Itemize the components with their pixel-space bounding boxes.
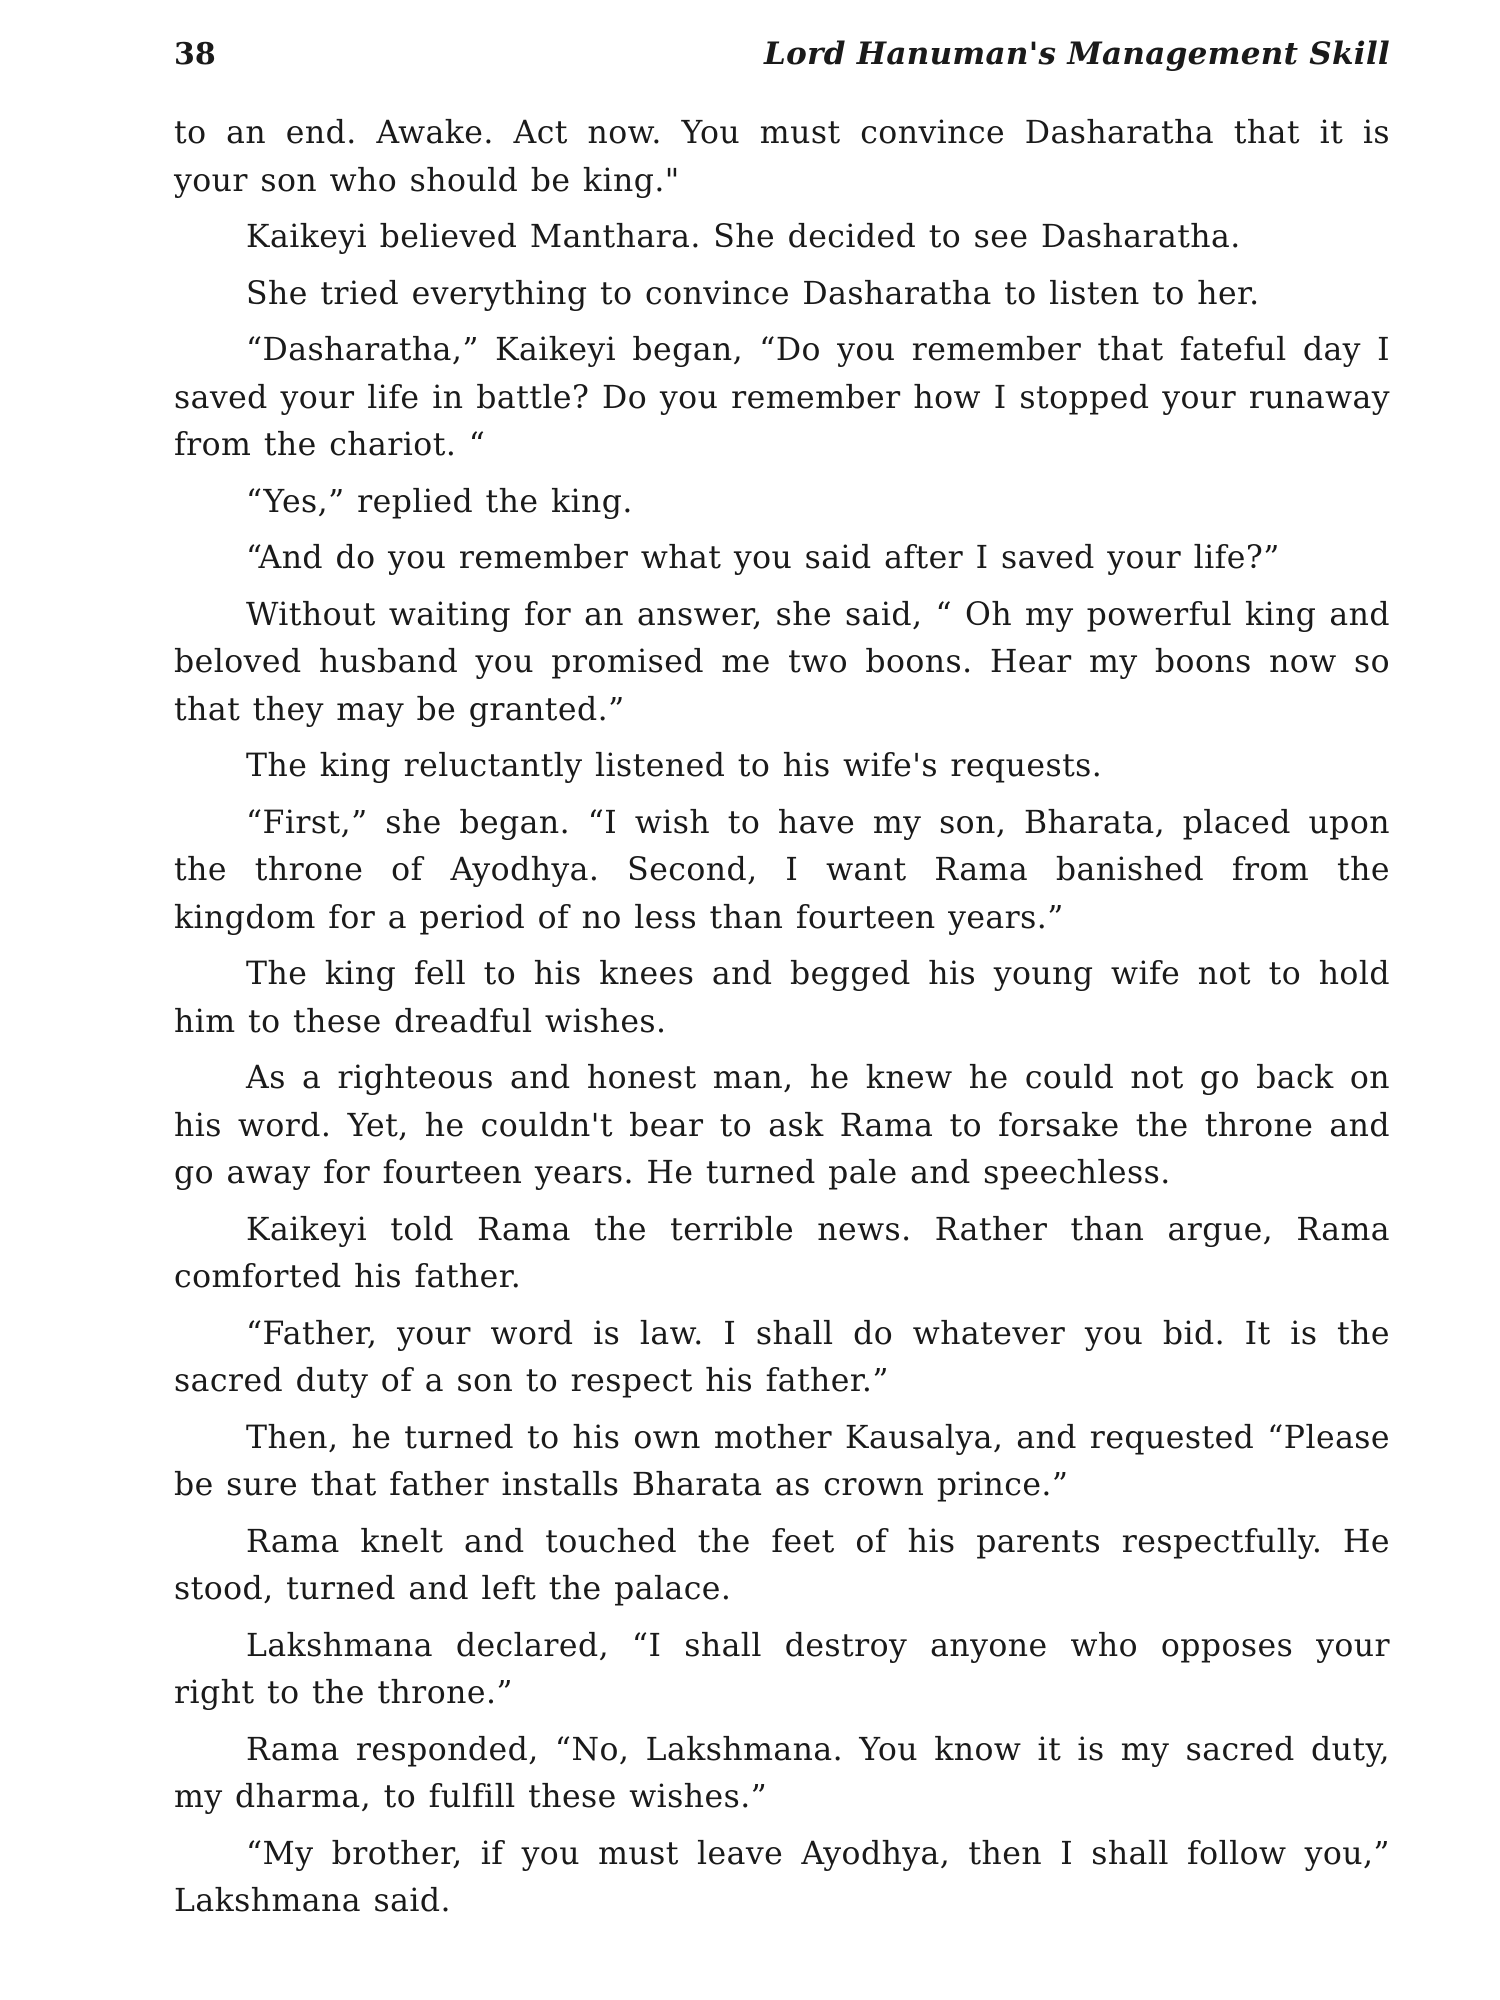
paragraph: to an end. Awake. Act now. You must convince Dasharatha that it is your son who should be king."	[174, 115, 1390, 199]
paragraph: Kaikeyi told Rama the terrible news. Rather than argue, Rama comforted his father.	[174, 1211, 1390, 1295]
paragraph: Rama responded, “No, Lakshmana. You know it is my sacred duty, my dharma, to fulfill these wishes.”	[174, 1731, 1390, 1815]
paragraph: “My brother, if you must leave Ayodhya, then I shall follow you,” Lakshmana said.	[174, 1835, 1390, 1919]
paragraph: Lakshmana declared, “I shall destroy anyone who opposes your right to the throne.”	[174, 1627, 1390, 1711]
paragraph: As a righteous and honest man, he knew he could not go back on his word. Yet, he couldn't bear to ask Rama to forsake the throne and go away for fourteen years. He turned pale and speechless.	[174, 1060, 1390, 1191]
paragraph: “Father, your word is law. I shall do whatever you bid. It is the sacred duty of a son to respect his father.”	[174, 1315, 1390, 1399]
paragraph: “Yes,” replied the king.	[246, 483, 633, 520]
paragraph: She tried everything to convince Dasharatha to listen to her.	[246, 275, 1260, 312]
paragraph: “Dasharatha,” Kaikeyi began, “Do you remember that fateful day I saved your life in battle? Do you remember how I stopped your runaway from the chariot. “	[174, 332, 1390, 463]
body-text	[174, 110, 1390, 1926]
running-header	[174, 36, 1390, 86]
page-number: 38	[174, 37, 216, 72]
paragraph: The king reluctantly listened to his wife's requests.	[246, 748, 1103, 784]
paragraph: Without waiting for an answer, she said, “ Oh my powerful king and beloved husband you promised me two boons. Hear my boons now so that they may be granted.”	[174, 596, 1390, 728]
book-page	[174, 36, 1390, 1935]
paragraph: The king fell to his knees and begged his young wife not to hold him to these dreadful wishes.	[174, 956, 1390, 1040]
paragraph: Then, he turned to his own mother Kausalya, and requested “Please be sure that father installs Bharata as crown prince.”	[174, 1419, 1390, 1503]
paragraph: Kaikeyi believed Manthara. She decided to see Dasharatha.	[246, 219, 1241, 255]
paragraph: “And do you remember what you said after I saved your life?”	[246, 540, 1280, 576]
paragraph: Rama knelt and touched the feet of his parents respectfully. He stood, turned and left the palace.	[174, 1523, 1390, 1607]
paragraph: “First,” she began. “I wish to have my son, Bharata, placed upon the throne of Ayodhya. Second, I want Rama banished from the kingdom for a period of no less than fourteen years.”	[174, 804, 1390, 936]
book-title: Lord Hanuman's Management Skill	[764, 36, 1390, 72]
